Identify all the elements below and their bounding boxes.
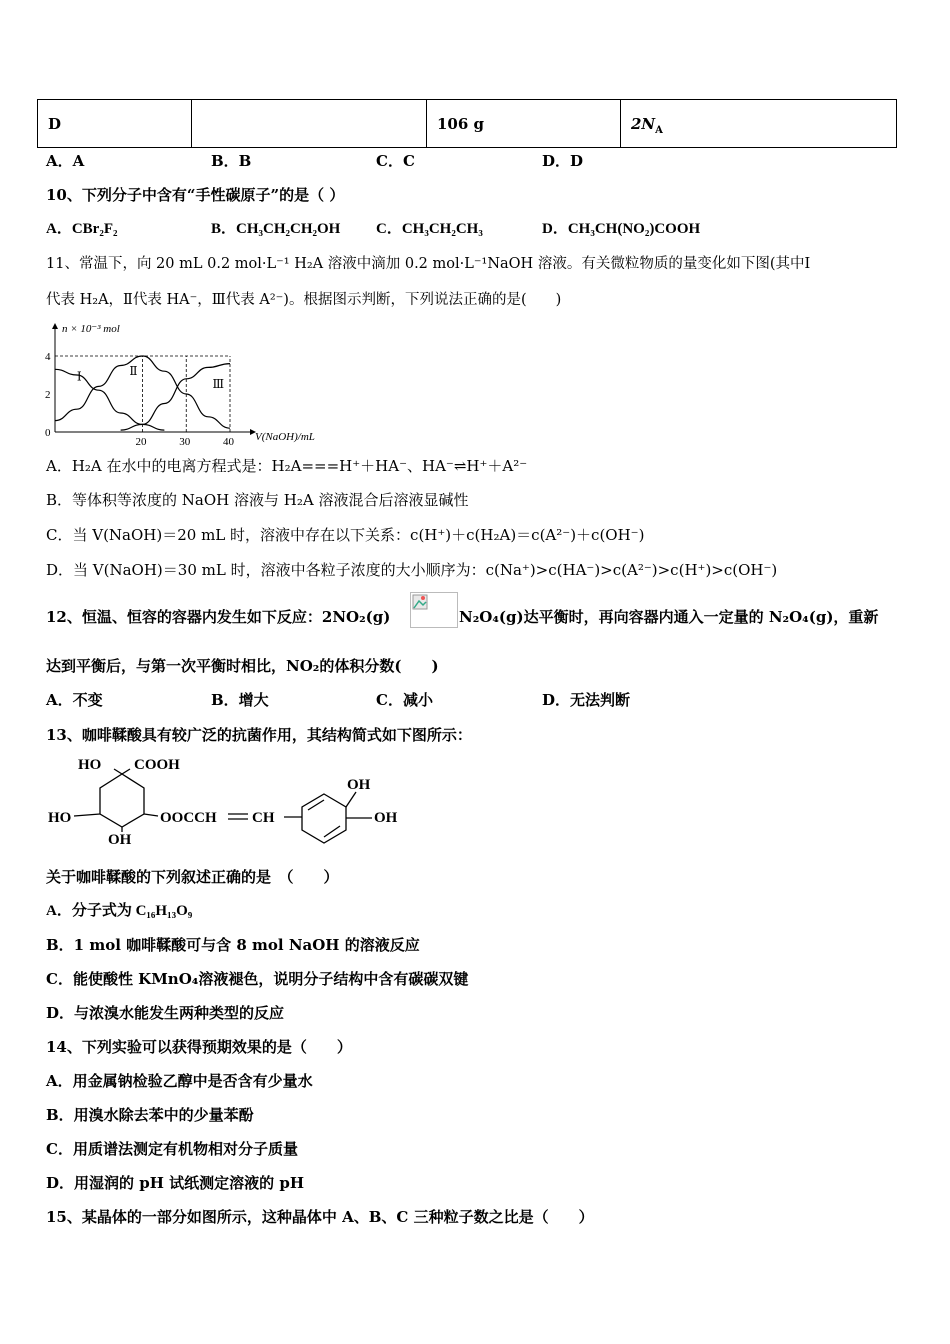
q12-option-d[interactable]: D．无法判断: [542, 691, 631, 709]
svg-text:HO: HO: [48, 810, 72, 826]
q14-stem: 14、下列实验可以获得预期效果的是（ ）: [46, 1038, 352, 1056]
svg-text:COOH: COOH: [134, 757, 180, 773]
q11-option-b[interactable]: B．等体积等浓度的 NaOH 溶液与 H₂A 溶液混合后溶液显碱性: [46, 491, 469, 509]
q12-stem-line1a: 12、恒温、恒容的容器内发生如下反应：2NO₂(g): [46, 608, 391, 626]
q11-option-d[interactable]: D．当 V(NaOH)＝30 mL 时，溶液中各粒子浓度的大小顺序为：c(Na⁺)>c(HA⁻)>c(A²⁻)>c(H⁺)>c(OH⁻): [46, 561, 778, 579]
q10-option-d[interactable]: D．CH₃CH(NO₂)COOH: [542, 221, 701, 237]
q9-option-b[interactable]: B．B: [211, 152, 252, 170]
svg-text:CH: CH: [252, 810, 275, 826]
q14-option-a[interactable]: A．用金属钠检验乙醇中是否含有少量水: [46, 1072, 313, 1090]
q9-option-a[interactable]: A．A: [46, 152, 85, 170]
x-tick-label: 20: [135, 436, 147, 448]
svg-text:OH: OH: [374, 810, 398, 826]
svg-text:OH: OH: [108, 832, 132, 848]
q13-question: 关于咖啡鞣酸的下列叙述正确的是 （ ）: [46, 868, 339, 886]
q13-option-d[interactable]: D．与浓溴水能发生两种类型的反应: [46, 1004, 285, 1022]
series-line-1: [55, 369, 164, 430]
table-cell-option: D: [38, 100, 192, 148]
y-tick-label: 0: [45, 427, 51, 439]
series-label-3: Ⅲ: [212, 377, 225, 392]
table-row: [38, 100, 897, 148]
y-tick-label: 2: [45, 389, 51, 401]
q14-option-c[interactable]: C．用质谱法测定有机物相对分子质量: [46, 1140, 298, 1158]
table-cell-count: $2N_A$: [621, 100, 897, 148]
series-label-2: Ⅱ: [129, 363, 138, 378]
table-cell-empty: [192, 100, 427, 148]
svg-text:OH: OH: [347, 777, 371, 793]
table-cell-mass: 106 g: [427, 100, 621, 148]
series-label-1: Ⅰ: [76, 369, 82, 384]
q14-option-b[interactable]: B．用溴水除去苯中的少量苯酚: [46, 1106, 254, 1124]
q12-option-c[interactable]: C．减小: [376, 691, 433, 709]
y-tick-label: 4: [45, 351, 51, 363]
x-axis-label: V(NaOH)/mL: [255, 431, 315, 443]
x-tick-label: 30: [179, 436, 191, 448]
q13-option-b[interactable]: B．1 mol 咖啡鞣酸可与含 8 mol NaOH 的溶液反应: [46, 936, 420, 954]
q11-stem-line1: 11、常温下，向 20 mL 0.2 mol·L⁻¹ H₂A 溶液中滴加 0.2 mol·L⁻¹NaOH 溶液。有关微粒物质的量变化如下图(其中Ⅰ: [46, 256, 811, 272]
q12-stem-line1b: N₂O₄(g)达平衡时，再向容器内通入一定量的 N₂O₄(g)，重新: [459, 608, 879, 626]
q14-option-d[interactable]: D．用湿润的 pH 试纸测定溶液的 pH: [46, 1174, 304, 1192]
x-tick-label: 40: [223, 436, 234, 448]
q10-option-a[interactable]: A．CBr₂F₂: [46, 221, 118, 237]
svg-text:OOCCH: OOCCH: [160, 810, 217, 826]
q13-option-a[interactable]: A．分子式为 C₁₆H₁₃O₉: [46, 903, 193, 919]
q13-option-c[interactable]: C．能使酸性 KMnO₄溶液褪色，说明分子结构中含有碳碳双键: [46, 970, 469, 988]
q13-stem: 13、咖啡鞣酸具有较广泛的抗菌作用，其结构简式如下图所示：: [46, 726, 472, 744]
q11-chart: [40, 318, 340, 448]
q15-stem: 15、某晶体的一部分如图所示，这种晶体中 A、B、C 三种粒子数之比是（ ）: [46, 1208, 594, 1226]
q10-stem: 10、下列分子中含有“手性碳原子”的是（ ）: [46, 186, 345, 204]
svg-text:HO: HO: [78, 757, 102, 773]
q10-option-c[interactable]: C．CH₃CH₂CH₃: [376, 221, 483, 237]
answer-table: [37, 99, 897, 148]
q12-option-b[interactable]: B．增大: [211, 691, 269, 709]
broken-image-icon: [411, 593, 457, 627]
equilibrium-arrow-image: [410, 592, 458, 628]
q11-stem-line2: 代表 H₂A，Ⅱ代表 HA⁻，Ⅲ代表 A²⁻)。根据图示判断，下列说法正确的是( ): [46, 292, 562, 308]
q9-option-d[interactable]: D．D: [542, 152, 584, 170]
q12-option-a[interactable]: A．不变: [46, 691, 103, 709]
q9-option-c[interactable]: C．C: [376, 152, 415, 170]
caffeotannic-acid-structure: [44, 752, 414, 852]
y-axis-label: n × 10⁻³ mol: [62, 323, 120, 335]
q10-option-b[interactable]: B．CH₃CH₂CH₂OH: [211, 221, 341, 237]
q11-option-a[interactable]: A．H₂A 在水中的电离方程式是：H₂A===H⁺＋HA⁻、HA⁻⇌H⁺＋A²⁻: [46, 457, 528, 475]
q11-option-c[interactable]: C．当 V(NaOH)＝20 mL 时，溶液中存在以下关系：c(H⁺)＋c(H₂A)＝c(A²⁻)＋c(OH⁻): [46, 526, 645, 544]
q12-stem-line2: 达到平衡后，与第一次平衡时相比，NO₂的体积分数( ): [46, 657, 439, 675]
